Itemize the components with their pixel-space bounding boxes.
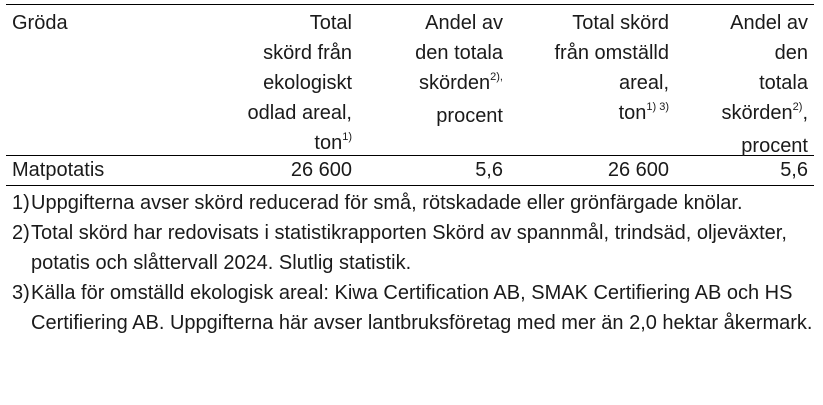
header-line: Total [309,12,352,34]
header-total-skord-eko [212,8,352,161]
header-line: från omställd [554,42,669,64]
footnote-text: Källa för omställd ekologisk areal: Kiwa Certification AB, SMAK Certifiering AB och HS Certifiering AB. Uppgifterna här avser lantbruksföretag med mer än 2,0 hektar åkermark. [31,282,813,334]
footnote-number: 1) [12,192,30,214]
footnote-number: 3) [12,282,30,304]
header-line: Andel av [425,12,503,34]
table-row [6,156,814,186]
table-cell: 5,6 [475,159,503,181]
header-line: den [774,42,808,64]
table-header [6,4,814,156]
footnote-ref: 2), [490,71,503,83]
footnote-1 [6,188,814,218]
header-line: Total skörd [572,12,669,34]
table-cell: 26 600 [607,159,669,181]
header-andel-total [383,8,503,131]
header-text: skörden [419,72,491,94]
footnote-3 [6,278,814,338]
footnote-ref: 1) [342,131,352,143]
header-grода [12,8,68,38]
header-label: Gröda [12,12,68,34]
crop-table [6,4,814,186]
header-line [514,98,669,131]
header-line: odlad areal, [247,102,352,124]
footnote-number: 2) [12,222,30,244]
footnote-2 [6,218,814,278]
footnotes [6,188,814,338]
table-cell: Matpotatis [12,159,105,181]
header-line [683,98,808,131]
header-line: den totala [415,42,503,64]
header-line: Andel av [730,12,808,34]
footnote-text: Uppgifterna avser skörd reducerad för små, rötskadade eller grönfärgade knölar. [31,192,743,214]
table-cell: 5,6 [780,159,808,181]
header-line: procent [436,105,503,127]
header-line: skörd från [263,42,352,64]
header-text: skörden [721,102,793,124]
header-text: ton [314,132,343,154]
footnote-ref: 2) [792,101,803,113]
footnote-text: Total skörd har redovisats i statistikrapporten Skörd av spannmål, trindsäd, oljeväxter, potatis och slåttervall 2024. Slutlig statistik. [31,222,787,274]
table-cell: 26 600 [290,159,352,181]
header-text: ton [618,102,647,124]
header-andel-total-2 [683,8,808,161]
header-line: ekologiskt [263,72,352,94]
header-line [383,68,503,101]
header-text: , [802,102,808,124]
header-line: areal, [618,72,669,94]
header-line: totala [759,72,808,94]
footnote-ref: 1) 3) [646,101,669,113]
header-line: procent [741,135,808,157]
header-total-skord-omstalld [514,8,669,131]
